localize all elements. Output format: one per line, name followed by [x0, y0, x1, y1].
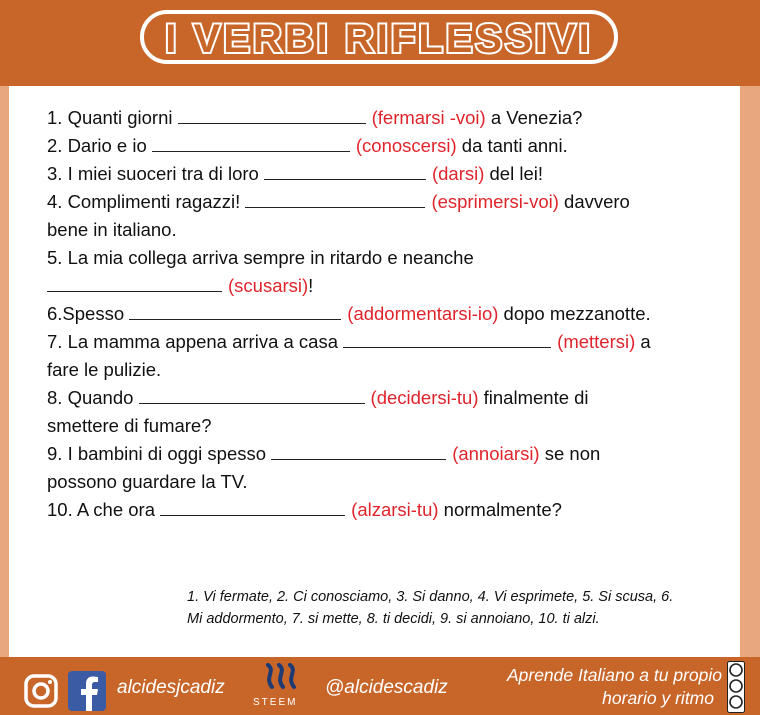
page-title: I VERBI RIFLESSIVI [165, 17, 593, 60]
instagram-facebook-handle[interactable]: alcidesjcadiz [117, 677, 225, 698]
exercise-text: 10. A che ora [47, 499, 161, 520]
answer-blank[interactable] [152, 133, 350, 152]
exercise-text: da tanti anni. [456, 135, 568, 156]
exercise-line [47, 300, 737, 328]
exercise-line [47, 440, 737, 468]
exercise-text: 2. Dario e io [47, 135, 152, 156]
exercise-text: smettere di fumare? [47, 415, 212, 436]
exercise-text: 4. Complimenti ragazzi! [47, 191, 246, 212]
creative-commons-icon [727, 661, 745, 713]
header-banner [0, 0, 760, 86]
verb-hint: (mettersi) [557, 331, 636, 352]
left-border-strip [0, 86, 9, 657]
facebook-icon[interactable] [68, 671, 106, 711]
tagline-line-2: horario y ritmo [602, 688, 714, 708]
exercise-line [47, 412, 737, 440]
instagram-icon[interactable] [24, 674, 58, 708]
answer-blank[interactable] [129, 301, 341, 320]
exercise-text: bene in italiano. [47, 219, 177, 240]
exercise-text: finalmente di [478, 387, 589, 408]
answer-blank[interactable] [245, 189, 425, 208]
steem-handle[interactable]: @alcidescadiz [325, 677, 448, 698]
exercise-line [47, 356, 737, 384]
exercise-line [47, 160, 737, 188]
exercise-text: del lei! [484, 163, 543, 184]
exercise-text: 7. La mamma appena arriva a casa [47, 331, 344, 352]
exercise-text: dopo mezzanotte. [498, 303, 651, 324]
exercise-line [47, 132, 737, 160]
answer-blank[interactable] [47, 273, 222, 292]
answer-blank[interactable] [264, 161, 426, 180]
verb-hint: (addormentarsi-io) [347, 303, 499, 324]
answer-key [187, 586, 747, 630]
verb-hint: (annoiarsi) [452, 443, 540, 464]
exercise-line [47, 496, 737, 524]
verb-hint: (alzarsi-tu) [351, 499, 439, 520]
exercise-line [47, 468, 737, 496]
answer-blank[interactable] [343, 329, 551, 348]
exercise-line [47, 272, 737, 300]
exercise-text: fare le pulizie. [47, 359, 162, 380]
exercise-line [47, 216, 737, 244]
verb-hint: (esprimersi-voi) [431, 191, 559, 212]
answer-key-line: 1. Vi fermate, 2. Ci conosciamo, 3. Si danno, 4. Vi esprimete, 5. Si scusa, 6. [187, 589, 674, 605]
steem-logo-icon [262, 663, 298, 691]
steem-label: STEEM [253, 697, 298, 708]
exercise-text: 8. Quando [47, 387, 139, 408]
title-graphic [149, 14, 609, 60]
exercise-line [47, 244, 737, 272]
verb-hint: (darsi) [431, 163, 485, 184]
exercise-text: a Venezia? [485, 107, 583, 128]
footer-bar [0, 657, 760, 715]
tagline-line-1: Aprende Italiano a tu propio [506, 665, 722, 685]
exercise-text: possono guardare la TV. [47, 471, 248, 492]
exercise-line [47, 328, 737, 356]
exercise-line [47, 104, 737, 132]
verb-hint: (conoscersi) [355, 135, 457, 156]
answer-key-line: Mi addormento, 7. si mette, 8. ti decidi, 9. si annoiano, 10. ti alzi. [187, 611, 600, 627]
answer-blank[interactable] [139, 385, 365, 404]
exercise-text: 5. La mia collega arriva sempre in ritardo e neanche [47, 247, 474, 268]
exercise-text: a [635, 331, 651, 352]
verb-hint: (fermarsi -voi) [371, 107, 486, 128]
exercise-text: se non [539, 443, 601, 464]
exercise-list [47, 104, 737, 524]
exercise-text: davvero [558, 191, 630, 212]
exercise-line [47, 188, 737, 216]
worksheet [9, 86, 740, 657]
title-badge [140, 10, 618, 64]
answer-blank[interactable] [160, 497, 345, 516]
exercise-text: 1. Quanti giorni [47, 107, 178, 128]
verb-hint: (decidersi-tu) [370, 387, 479, 408]
exercise-text: 9. I bambini di oggi spesso [47, 443, 272, 464]
exercise-text: normalmente? [438, 499, 562, 520]
answer-blank[interactable] [178, 105, 366, 124]
verb-hint: (scusarsi) [228, 275, 309, 296]
exercise-line [47, 384, 737, 412]
exercise-text: 3. I miei suoceri tra di loro [47, 163, 264, 184]
answer-blank[interactable] [271, 441, 446, 460]
exercise-text: ! [308, 275, 314, 296]
right-border-strip [740, 86, 760, 657]
exercise-text: 6.Spesso [47, 303, 130, 324]
